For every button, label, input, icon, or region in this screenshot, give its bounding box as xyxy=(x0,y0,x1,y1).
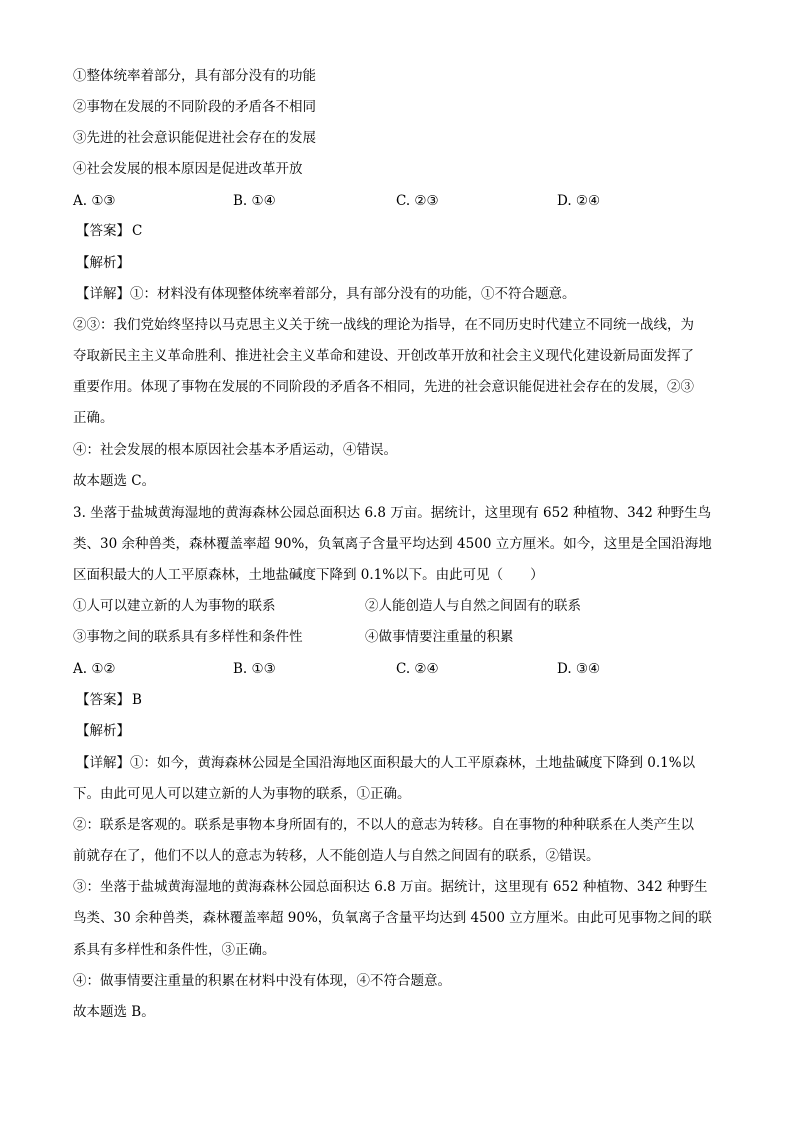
q3-detail-line-3: ②：联系是客观的。联系是事物本身所固有的，不以人的意志为转移。自在事物的种种联系在人类产生以 xyxy=(73,817,694,833)
q3-answer-value: B xyxy=(132,692,142,708)
q2-option-a: A. ①③ xyxy=(73,193,116,209)
q2-detail-line-4: 重要作用。体现了事物在发展的不同阶段的矛盾各不相同，先进的社会意识能促进社会存在的发展，②③ xyxy=(73,379,694,395)
q2-analysis-label: 【解析】 xyxy=(76,255,130,271)
q2-detail-line-5: 正确。 xyxy=(73,410,114,426)
q3-option-a: A. ①② xyxy=(73,661,116,677)
q2-option-c: C. ②③ xyxy=(396,193,439,209)
q3-statement-1: ①人可以建立新的人为事物的联系 xyxy=(73,598,276,614)
q3-stem-line-2: 类、30 余种兽类，森林覆盖率超 90%，负氧离子含量平均达到 4500 立方厘米。如今，这里是全国沿海地 xyxy=(73,536,712,552)
q2-detail-line-2: ②③：我们党始终坚持以马克思主义关于统一战线的理论为指导，在不同历史时代建立不同统一战线，为 xyxy=(73,317,694,333)
q3-statement-3: ③事物之间的联系具有多样性和条件性 xyxy=(73,629,303,645)
q3-stem-line-3: 区面积最大的人工平原森林，土地盐碱度下降到 0.1%以下。由此可见（ ） xyxy=(73,567,544,583)
q3-answer-label: 【答案】 xyxy=(76,692,130,708)
q3-detail-line-8: ④：做事情要注重量的积累在材料中没有体现，④不符合题意。 xyxy=(73,973,451,989)
q2-statement-2: ②事物在发展的不同阶段的矛盾各不相同 xyxy=(73,99,316,115)
q3-option-d: D. ③④ xyxy=(557,661,601,677)
q2-statement-4: ④社会发展的根本原因是促进改革开放 xyxy=(73,161,303,177)
q2-option-d: D. ②④ xyxy=(557,193,601,209)
q2-detail-line-6: ④：社会发展的根本原因社会基本矛盾运动，④错误。 xyxy=(73,442,397,458)
q3-option-c: C. ②④ xyxy=(396,661,439,677)
q3-stem-line-1: 3. 坐落于盐城黄海湿地的黄海森林公园总面积达 6.8 万亩。据统计，这里现有 652 种植物、342 种野生鸟 xyxy=(73,505,712,521)
q3-option-b: B. ①③ xyxy=(233,661,276,677)
q2-detail-line-3: 夺取新民主主义革命胜利、推进社会主义革命和建设、开创改革开放和社会主义现代化建设新局面发挥了 xyxy=(73,348,694,364)
q2-detail-line-1: 【详解】①：材料没有体现整体统率着部分，具有部分没有的功能，①不符合题意。 xyxy=(76,286,576,302)
q3-detail-line-9: 故本题选 B。 xyxy=(73,1004,155,1020)
q3-answer xyxy=(76,691,142,709)
q2-answer-value: C xyxy=(132,223,143,239)
q3-statement-2: ②人能创造人与自然之间固有的联系 xyxy=(365,598,581,614)
q2-statement-1: ①整体统率着部分，具有部分没有的功能 xyxy=(73,68,316,84)
q3-detail-line-1: 【详解】①：如今，黄海森林公园是全国沿海地区面积最大的人工平原森林，土地盐碱度下降到 0.1%以 xyxy=(76,755,696,771)
q3-detail-line-7: 系具有多样性和条件性，③正确。 xyxy=(73,942,276,958)
q2-answer xyxy=(76,222,142,240)
q3-detail-line-6: 鸟类、30 余种兽类，森林覆盖率超 90%，负氧离子含量平均达到 4500 立方厘米。由此可见事物之间的联 xyxy=(73,910,712,926)
q2-detail-line-7: 故本题选 C。 xyxy=(73,473,156,489)
q2-statement-3: ③先进的社会意识能促进社会存在的发展 xyxy=(73,130,316,146)
q3-statement-4: ④做事情要注重量的积累 xyxy=(365,629,514,645)
q2-option-b: B. ①④ xyxy=(233,193,276,209)
q2-answer-label: 【答案】 xyxy=(76,223,130,239)
q3-analysis-label: 【解析】 xyxy=(76,723,130,739)
q3-detail-line-2: 下。由此可见人可以建立新的人为事物的联系，①正确。 xyxy=(73,786,411,802)
q3-detail-line-4: 前就存在了，他们不以人的意志为转移，人不能创造人与自然之间固有的联系，②错误。 xyxy=(73,848,600,864)
q3-detail-line-5: ③：坐落于盐城黄海湿地的黄海森林公园总面积达 6.8 万亩。据统计，这里现有 652 种植物、342 种野生 xyxy=(73,879,708,895)
